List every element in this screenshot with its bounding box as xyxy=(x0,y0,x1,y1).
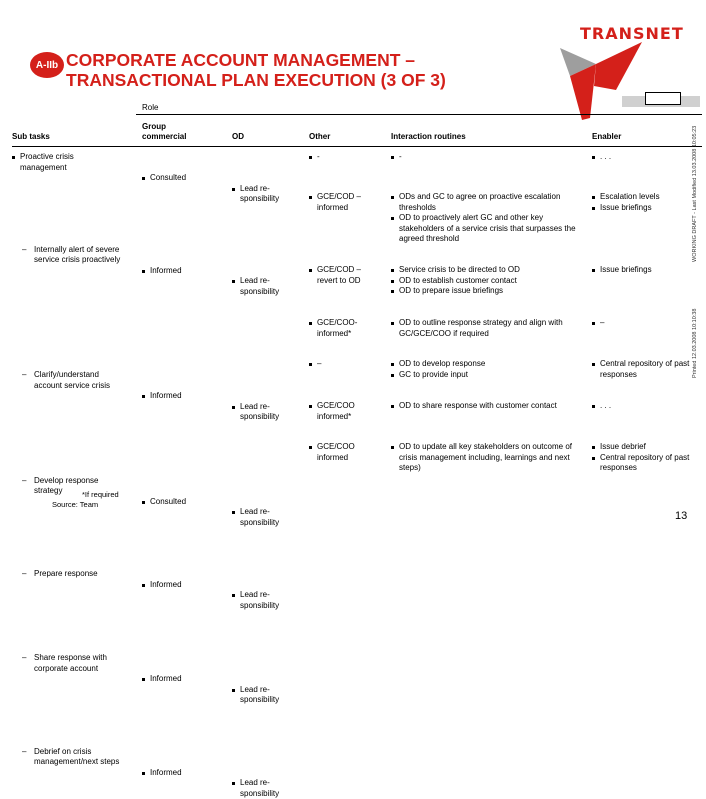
table-cell-enabler xyxy=(592,265,692,276)
table-cell-enabler xyxy=(592,152,692,163)
table-cell-other xyxy=(309,401,381,422)
list-item: GCE/COD – revert to OD xyxy=(309,265,381,286)
table-row-subtask: – Share response with corporate account xyxy=(22,653,122,674)
list-item: GCE/COO-informed* xyxy=(309,318,381,339)
section-badge: A-IIb xyxy=(30,52,64,78)
footnote-source: Source: Team xyxy=(52,500,99,509)
list-item: GCE/COO informed xyxy=(309,442,381,463)
list-item: Issue briefings xyxy=(592,203,692,214)
table-row-subtask: – Internally alert of severe service crisis proactively xyxy=(22,245,122,266)
table-cell-od: Lead re-sponsibility xyxy=(232,276,294,297)
printed-note: Printed 12.03.2008 10:10:38 xyxy=(692,308,698,378)
table-cell-interaction xyxy=(391,192,586,245)
title-line-2: TRANSACTIONAL PLAN EXECUTION (3 OF 3) xyxy=(66,70,446,90)
table-cell-other xyxy=(309,192,381,213)
table-cell-od: Lead re-sponsibility xyxy=(232,778,294,799)
table-cell-enabler xyxy=(592,192,692,213)
table-cell-interaction xyxy=(391,152,586,163)
table-cell-group: Informed xyxy=(142,580,222,591)
col-header-enabler: Enabler xyxy=(592,132,622,141)
table-row-subtask: – Clarify/understand account service crisis xyxy=(22,370,122,391)
table-cell-group: Consulted xyxy=(142,173,222,184)
role-divider xyxy=(136,114,702,115)
table-cell-other xyxy=(309,442,381,463)
list-item: OD to proactively alert GC and other key stakeholders of a service crisis that surpasses the agreed threshold xyxy=(391,213,586,245)
list-item: OD to develop response xyxy=(391,359,586,370)
list-item: GC to provide input xyxy=(391,370,586,381)
table-cell-other xyxy=(309,152,381,163)
list-item: ODs and GC to agree on proactive escalation thresholds xyxy=(391,192,586,213)
table-cell-group: Informed xyxy=(142,391,222,402)
list-item: GCE/COD – informed xyxy=(309,192,381,213)
table-cell-other xyxy=(309,265,381,286)
table-cell-group: Informed xyxy=(142,266,222,277)
table-cell-group: Informed xyxy=(142,768,222,779)
list-item: Central repository of past responses xyxy=(592,359,692,380)
working-draft-note: WORKING DRAFT - Last Modified 13.03.2008 10:05:23 xyxy=(692,125,698,262)
company-logo-text: TRANSNET xyxy=(580,24,684,43)
list-item: - xyxy=(309,152,381,163)
table-cell-interaction xyxy=(391,265,586,297)
table-row-subtask: Proactive crisis management xyxy=(12,152,112,173)
list-item: . . . xyxy=(592,152,692,163)
list-item: - xyxy=(391,152,586,163)
role-header: Role xyxy=(142,103,159,112)
col-header-interaction: Interaction routines xyxy=(391,132,466,141)
table-cell-od: Lead re-sponsibility xyxy=(232,507,294,528)
table-cell-enabler xyxy=(592,401,692,412)
list-item: Issue briefings xyxy=(592,265,692,276)
footnote xyxy=(52,490,119,510)
table-cell-od: Lead re-sponsibility xyxy=(232,685,294,706)
col-header-other: Other xyxy=(309,132,331,141)
list-item: Issue debrief xyxy=(592,442,692,453)
list-item: OD to establish customer contact xyxy=(391,276,586,287)
table-cell-enabler xyxy=(592,318,692,329)
table-cell-enabler xyxy=(592,359,692,380)
table-cell-interaction xyxy=(391,442,586,474)
list-item: OD to update all key stakeholders on outcome of crisis management including, learnings and next steps) xyxy=(391,442,586,474)
table-cell-interaction xyxy=(391,318,586,339)
table-cell-group: Informed xyxy=(142,674,222,685)
list-item: OD to prepare issue briefings xyxy=(391,286,586,297)
table-row-subtask: – Develop response strategy xyxy=(22,476,122,497)
list-item: Central repository of past responses xyxy=(592,453,692,474)
page-number: 13 xyxy=(675,510,688,522)
transnet-logo-icon xyxy=(556,42,646,124)
list-item: OD to outline response strategy and align with GC/GCE/COO if required xyxy=(391,318,586,339)
table-cell-od: Lead re-sponsibility xyxy=(232,590,294,611)
list-item: Escalation levels xyxy=(592,192,692,203)
col-header-group-commercial: Group commercial xyxy=(142,122,187,141)
table-cell-other xyxy=(309,359,381,370)
col-header-od: OD xyxy=(232,132,244,141)
table-cell-interaction xyxy=(391,401,586,412)
table-row-subtask: – Debrief on crisis management/next steps xyxy=(22,747,122,768)
list-item: OD to share response with customer contact xyxy=(391,401,586,412)
table-row-subtask: – Prepare response xyxy=(22,569,122,580)
list-item: Service crisis to be directed to OD xyxy=(391,265,586,276)
table-cell-group: Consulted xyxy=(142,497,222,508)
list-item: – xyxy=(592,318,692,329)
title-line-1: CORPORATE ACCOUNT MANAGEMENT – xyxy=(66,50,416,70)
list-item: GCE/COO informed* xyxy=(309,401,381,422)
navigation-marker-box xyxy=(645,92,681,105)
header-divider xyxy=(12,146,702,147)
col-header-subtasks: Sub tasks xyxy=(12,132,50,141)
list-item: . . . xyxy=(592,401,692,412)
table-cell-interaction xyxy=(391,359,586,380)
table-cell-od: Lead re-sponsibility xyxy=(232,402,294,423)
table-cell-enabler xyxy=(592,442,692,474)
list-item: – xyxy=(309,359,381,370)
table-cell-other xyxy=(309,318,381,339)
page-title xyxy=(66,50,536,90)
footnote-required: *If required xyxy=(82,490,119,499)
table-cell-od: Lead re-sponsibility xyxy=(232,184,294,205)
